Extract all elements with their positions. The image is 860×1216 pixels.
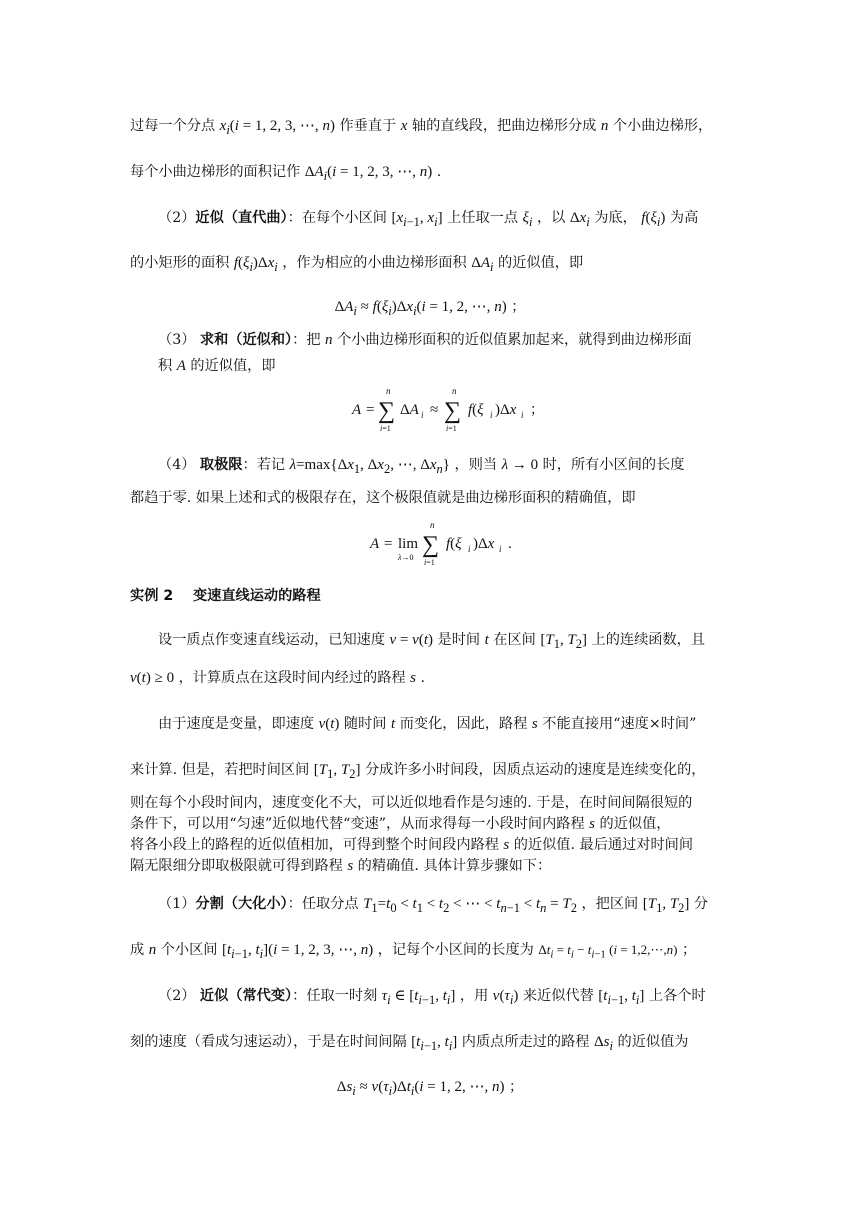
svg-text:i: i: [490, 410, 493, 420]
svg-text:n: n: [386, 386, 391, 396]
svg-text:i: i: [521, 410, 524, 420]
paragraph-line: v(t) ≥ 0 ，计算质点在这段时间内经过的路程 s .: [130, 670, 425, 686]
svg-text:A: A: [370, 536, 380, 552]
svg-text:)Δx: )Δx: [495, 402, 517, 418]
svg-text:n: n: [452, 386, 457, 396]
paragraph-line: 的小矩形的面积 $f(\xi_i)\Delta x_i$ ，作为相应的小曲边梯形面积 $\Delta A_i$ 的近似值，即: [130, 255, 584, 274]
paragraph-line: 来计算. 但是，若把时间区间 [$T_1$, $T_2$] 分成许多小时间段，因质点运动的速度是连续变化的，: [130, 762, 706, 781]
paragraph-line: 将各小段上的路程的近似值相加，可得到整个时间段内路程 s 的近似值. 最后通过对时间间: [130, 837, 694, 853]
formula: $\Delta s_i \approx v(\tau_i)\Delta t_i(i = 1$, 2, ⋯, n) ；: [336, 1079, 524, 1098]
svg-text:i: i: [468, 544, 471, 554]
svg-text:i=1: i=1: [424, 558, 435, 567]
paragraph-line: 则在每个小段时间内，速度变化不大，可以近似地看作是匀速的. 于是，在时间间隔很短的: [130, 795, 693, 811]
svg-text:；: ；: [530, 403, 544, 418]
svg-text:λ→0: λ→0: [398, 553, 414, 562]
sum-formula-svg: [350, 386, 590, 434]
svg-text:i=1: i=1: [446, 424, 457, 433]
paragraph-line: 隔无限细分即取极限就可得到路程 s 的精确值. 具体计算步骤如下：: [130, 858, 552, 874]
svg-text:i=1: i=1: [380, 424, 391, 433]
svg-text:A: A: [352, 402, 362, 418]
svg-text:∑: ∑: [444, 398, 462, 424]
svg-text:n: n: [430, 520, 435, 530]
paragraph-line: 由于速度是变量，即速度 v(t) 随时间 t 而变化，因此，路程 s 不能直接用“速度×时间”: [158, 716, 697, 732]
paragraph-line: 积 A 的近似值，即: [158, 358, 276, 374]
paragraph-line: 都趋于零. 如果上述和式的极限存在，这个极限值就是曲边梯形面积的精确值，即: [130, 490, 636, 506]
formula-sum: [350, 386, 590, 434]
paragraph-line: 条件下，可以用“匀速”近似地代替“变速”，从而求得每一小段时间内路程 s 的近似值，: [130, 816, 671, 832]
paragraph-line: （3） 求和（近似和）：把 n 个小曲边梯形面积的近似值累加起来，就得到曲边梯形面: [158, 332, 692, 348]
svg-text:=: =: [384, 536, 393, 552]
formula: $\Delta A_i \approx f(\xi_i)\Delta x_i(i = 1$, 2, ⋯, n) ；: [334, 299, 526, 318]
paragraph-line: （2） 近似（常代变）：任取一时刻 $\tau_i$ ∈ [$t_{i-1}$, $t_i$] ，用 $v(\tau_i)$ 来近似代替 [$t_{i-1}$, $t_i$] 上各个时: [158, 988, 706, 1007]
svg-text:=: =: [366, 402, 375, 418]
section-heading: 实例 2 变速直线运动的路程: [130, 588, 321, 604]
paragraph-line: （1）分割（大化小）：任取分点 $T_1=t_0 < t_1 < t_2$ < ⋯ < $t_{n-1} < t_n = T_2$ ，把区间 [$T_1$, $T_2$] 分: [158, 896, 709, 915]
svg-text:lim: lim: [398, 536, 419, 552]
svg-text:f(ξ: f(ξ: [468, 402, 484, 418]
svg-text:f(ξ: f(ξ: [446, 536, 462, 552]
svg-text:ΔA: ΔA: [400, 402, 419, 418]
svg-text:.: .: [508, 536, 512, 552]
svg-text:i: i: [421, 410, 424, 420]
svg-text:∑: ∑: [378, 398, 396, 424]
paragraph-line: 过每一个分点 $x_i(i = 1$, 2, 3, ⋯, n) 作垂直于 x 轴的直线段，把曲边梯形分成 n 个小曲边梯形，: [130, 118, 713, 137]
paragraph-line: （4） 取极限：若记 $\lambda=\max\{\Delta x_1$, $\Delta x_2$, ⋯, $\Delta x_n$} ，则当 λ → 0 时，所有小区间的长度: [158, 457, 685, 476]
paragraph-line: （2）近似（直代曲）：在每个小区间 [$x_{i-1}$, $x_i$] 上任取一点 $\xi_i$ ，以 $\Delta x_i$ 为底， $f(\xi_i)$ 为高: [158, 210, 699, 229]
svg-text:≈: ≈: [430, 402, 439, 418]
svg-text:i: i: [499, 544, 502, 554]
formula-limit: [368, 520, 568, 568]
limit-formula-svg: [368, 520, 568, 568]
paragraph-line: 刻的速度（看成匀速运动），于是在时间间隔 [$t_{i-1}$, $t_i$] 内质点所走过的路程 $\Delta s_i$ 的近似值为: [130, 1034, 689, 1053]
text: 过每一个分点: [130, 118, 220, 134]
paragraph-line: 成 n 个小区间 [$t_{i-1}$, $t_i](i = 1$, 2, 3, ⋯, n) ，记每个小区间的长度为 $\Delta t_i = t_i - t_{i-1}$ (i = 1,2,⋯,n) ；: [130, 942, 697, 961]
paragraph-line: 设一质点作变速直线运动，已知速度 v = v(t) 是时间 t 在区间 [$T_1$, $T_2$] 上的连续函数，且: [158, 632, 706, 651]
svg-text:∑: ∑: [422, 532, 440, 558]
svg-text:)Δx: )Δx: [473, 536, 495, 552]
paragraph-line: 每个小曲边梯形的面积记作 $\Delta A_i(i = 1$, 2, 3, ⋯, n) .: [130, 164, 442, 183]
